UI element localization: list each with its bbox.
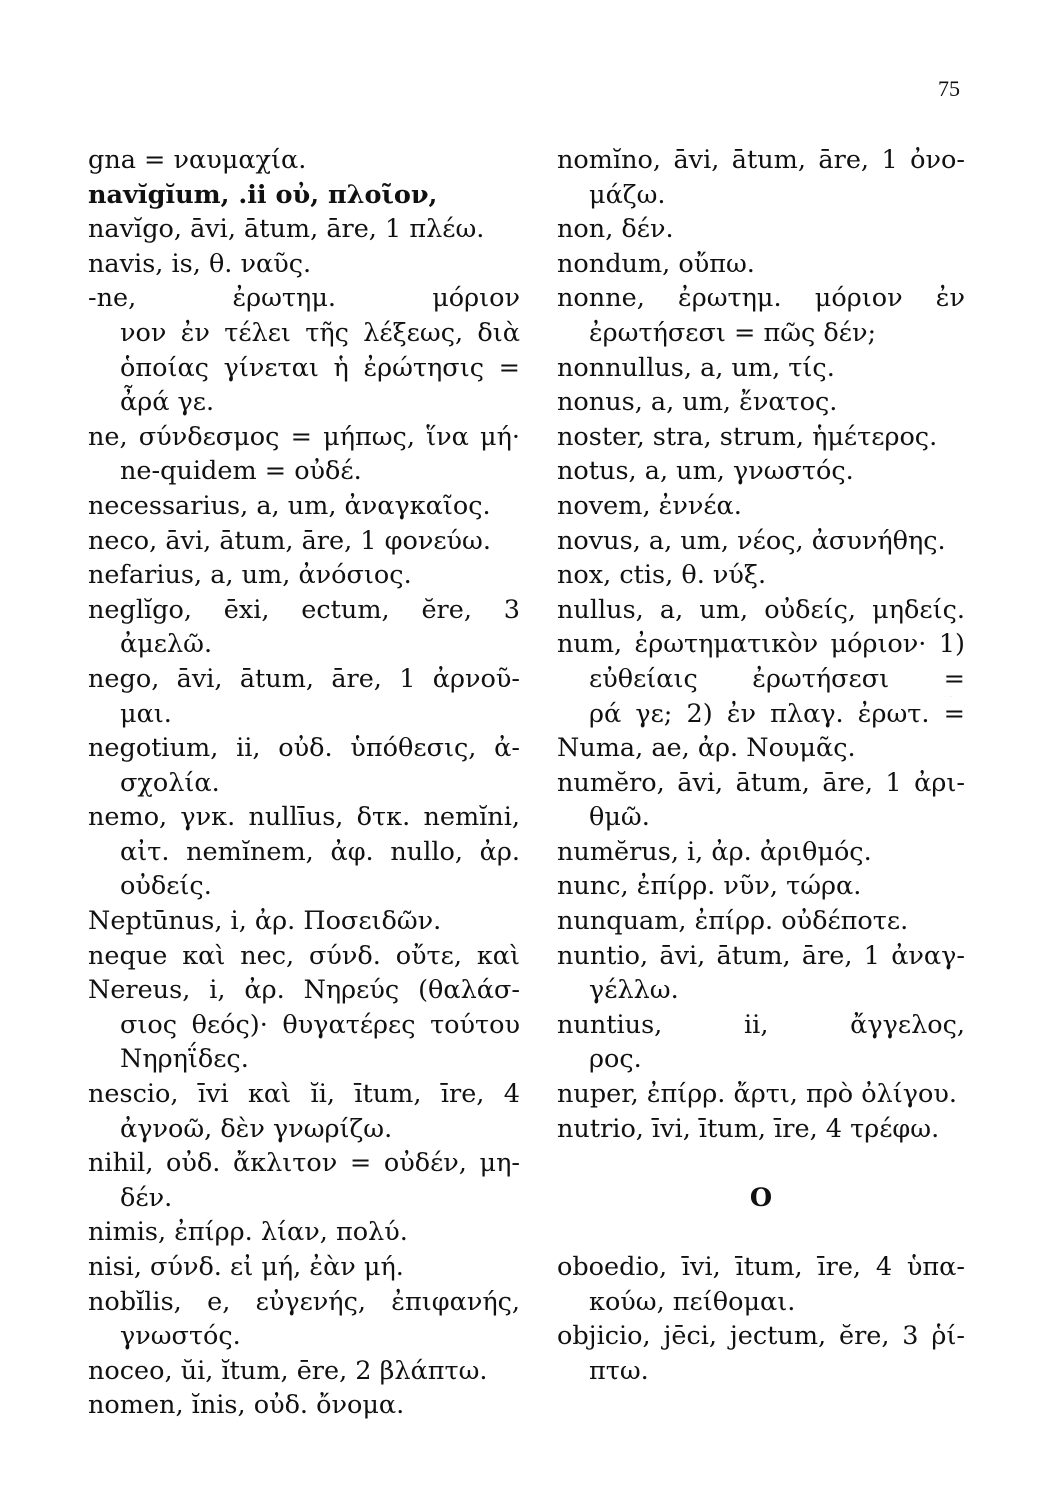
entry-line: μάζω. xyxy=(589,179,666,210)
entry-line: σχολία. xyxy=(120,767,220,798)
entry-line: nomen, ĭnis, οὐδ. ὄνομα. xyxy=(88,1390,405,1421)
entry-line: oboedio, īvi, ītum, īre, 4 ὑπα- xyxy=(557,1252,965,1282)
entry-line: nutrio, īvi, ītum, īre, 4 τρέφω. xyxy=(557,1113,940,1144)
entry-line: num, ἐρωτηματικὸν μόριον· 1) xyxy=(557,629,965,660)
entry-line: nuntio, āvi, ātum, āre, 1 ἀναγ- xyxy=(557,940,965,971)
entry-line: nefarius, a, um, ἀνόσιος. xyxy=(88,560,412,591)
entry-line: nobĭlis, e, εὐγενής, ἐπιφανής, xyxy=(88,1286,520,1317)
entry-line: nonnullus, a, um, τίς. xyxy=(557,352,835,383)
entry-line: novus, a, um, νέος, ἀσυνήθης. xyxy=(557,525,946,556)
entry-line: navĭgĭum, .ii οὐ, πλοῖον, xyxy=(88,179,438,210)
entry-line: θμῶ. xyxy=(589,802,650,833)
entry-line: nescio, īvi καὶ ĭi, ītum, īre, 4 xyxy=(88,1079,520,1110)
entry-line: ρά γε; 2) ἐν πλαγ. ἐρωτ. = xyxy=(589,698,965,729)
entry-line: nunc, ἐπίρρ. νῦν, τώρα. xyxy=(557,871,862,902)
entry-line: navĭgo, āvi, ātum, āre, 1 πλέω. xyxy=(88,214,485,245)
entry-line: nemo, γνκ. nullīus, δτκ. nemĭni, xyxy=(88,802,520,833)
entry-line: ὁποίας γίνεται ἡ ἐρώτησις = xyxy=(120,352,520,383)
entry-line: γνωστός. xyxy=(120,1321,241,1352)
entry-line: numĕrus, i, ἀρ. ἀριθμός. xyxy=(557,836,872,867)
entry-line: noster, stra, strum, ἡμέτερος. xyxy=(557,421,938,452)
entry-line: neco, āvi, ātum, āre, 1 φονεύω. xyxy=(88,525,491,556)
entry-line: nonne, ἐρωτημ. μόριον ἐν xyxy=(557,283,965,314)
entry-line: neglĭgo, ēxi, ectum, ĕre, 3 xyxy=(88,594,520,625)
entry-line: objicio, jēci, jectum, ĕre, 3 ῥί- xyxy=(557,1321,965,1352)
entry-line: οὐδείς. xyxy=(120,871,212,902)
entry-line: non, δέν. xyxy=(557,214,674,245)
entry-line: Numa, ae, ἀρ. Νουμᾶς. xyxy=(557,733,856,764)
entry-line: nego, āvi, ātum, āre, 1 ἀρνοῦ- xyxy=(88,663,520,694)
left-column xyxy=(88,143,520,1423)
entry-line: navis, is, θ. ναῦς. xyxy=(88,248,312,279)
right-column xyxy=(557,143,965,1388)
entry-line: Nereus, i, ἀρ. Νηρεύς (θαλάσ- xyxy=(88,975,520,1006)
entry-line: Νηρηΐδες. xyxy=(120,1044,249,1075)
entry-line: numĕro, āvi, ātum, āre, 1 ἀρι- xyxy=(557,767,965,798)
entry-line: nimis, ἐπίρρ. λίαν, πολύ. xyxy=(88,1217,408,1248)
entry-line: neque καὶ nec, σύνδ. οὔτε, καὶ xyxy=(88,940,520,971)
entry-line: nox, ctis, θ. νύξ. xyxy=(557,560,767,591)
entry-line: novem, ἐννέα. xyxy=(557,490,742,521)
entry-line: μαι. xyxy=(120,698,172,729)
entry-line: γέλλω. xyxy=(589,975,679,1006)
entry-line: αἰτ. nemĭnem, ἀφ. nullo, ἀρ. xyxy=(120,836,520,867)
entry-line: nonus, a, um, ἔνατος. xyxy=(557,387,838,418)
entry-line: nunquam, ἐπίρρ. οὐδέποτε. xyxy=(557,906,909,937)
entry-line: εὐθείαις ἐρωτήσεσι = xyxy=(589,663,965,694)
entry-line: Neptūnus, i, ἀρ. Ποσειδῶν. xyxy=(88,906,442,937)
entry-line: ἐρωτήσεσι = πῶς δέν; xyxy=(589,317,877,348)
entry-line: ne, σύνδεσμος = μήπως, ἵνα μή· xyxy=(88,421,520,452)
entry-line: κούω, πείθομαι. xyxy=(589,1286,796,1317)
entry-line: necessarius, a, um, ἀναγκαῖος. xyxy=(88,490,491,521)
entry-line: nomĭno, āvi, ātum, āre, 1 ὀνο- xyxy=(557,145,965,175)
entry-line: negotium, ii, οὐδ. ὑπόθεσις, ἀ- xyxy=(88,733,520,764)
blank-line xyxy=(557,1146,965,1181)
entry-line: ἆρά γε. xyxy=(120,387,215,418)
entry-line: noceo, ŭi, ĭtum, ēre, 2 βλάπτω. xyxy=(88,1355,488,1386)
entry-line: gna = ναυμαχία. xyxy=(88,145,307,175)
entry-line: nondum, οὔπω. xyxy=(557,248,755,279)
entry-line: ne-quidem = οὐδέ. xyxy=(120,456,362,487)
blank-line xyxy=(557,1215,965,1250)
entry-line: nuntius, ii, ἄγγελος, xyxy=(557,1009,965,1040)
section-letter-heading: O xyxy=(749,1182,773,1213)
entry-line: -ne, ἐρωτημ. μόριον xyxy=(88,283,520,314)
entry-line: nisi, σύνδ. εἰ μή, ἐὰν μή. xyxy=(88,1252,404,1282)
entry-line: nullus, a, um, οὐδείς, μηδείς. xyxy=(557,594,965,625)
entry-line: ρος. xyxy=(589,1044,642,1075)
page-number: 75 xyxy=(938,76,960,101)
entry-line: notus, a, um, γνωστός. xyxy=(557,456,854,487)
entry-line: νον ἐν τέλει τῆς λέξεως, διὰ xyxy=(120,317,520,348)
entry-line: δέν. xyxy=(120,1182,173,1213)
entry-line: σιος θεός)· θυγατέρες τούτου xyxy=(120,1009,520,1040)
entry-line: nihil, οὐδ. ἄκλιτον = οὐδέν, μη- xyxy=(88,1148,520,1179)
entry-line: ἀμελῶ. xyxy=(120,629,213,660)
entry-line: πτω. xyxy=(589,1355,649,1386)
entry-line: nuper, ἐπίρρ. ἄρτι, πρὸ ὀλίγου. xyxy=(557,1079,957,1110)
entry-line: ἀγνοῶ, δὲν γνωρίζω. xyxy=(120,1113,393,1144)
